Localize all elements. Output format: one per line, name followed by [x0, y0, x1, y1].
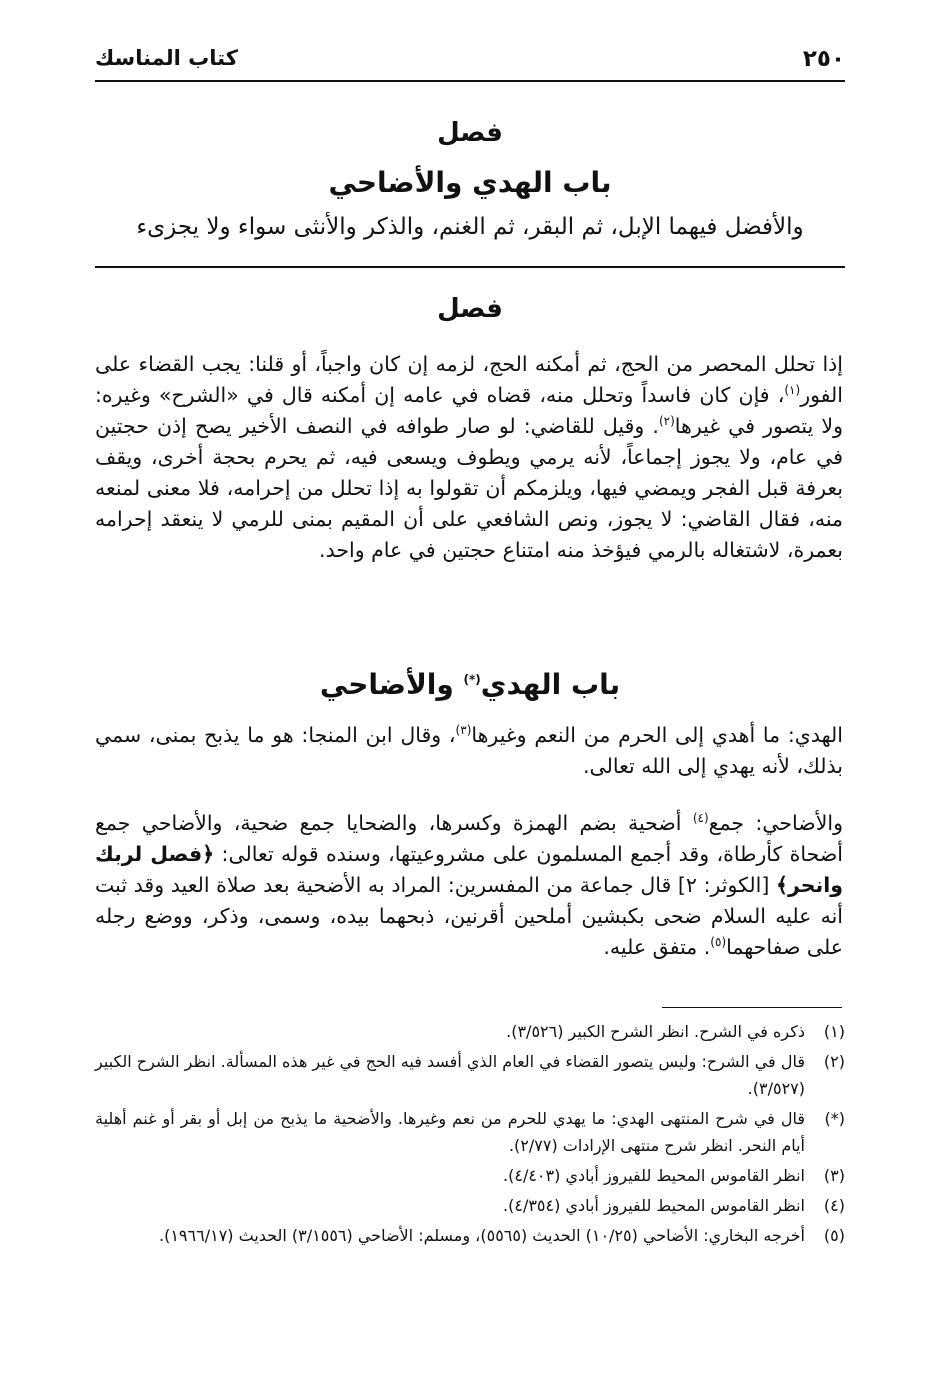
matn-heading-bab: باب الهدي والأضاحي	[328, 166, 612, 199]
footnote-ref-star[interactable]: (*)	[463, 672, 481, 687]
footnote-text: انظر القاموس المحيط للفيروز أبادي (٤/٣٥٤).	[503, 1196, 805, 1215]
footnote-rule	[662, 1007, 842, 1008]
footnote-item	[95, 1162, 845, 1189]
footnote-ref-3[interactable]: (٣)	[455, 723, 472, 738]
paragraph-text: [الكوثر: ٢] قال جماعة من المفسرين: المراد به الأضحية بعد صلاة العيد وقد ثبت أنه عليه السلام ضحى بكبشين أملحين أقرنين، ذبحهما بيده، وسمى، وذكر، ووضع رجله على صفاحهما	[95, 873, 843, 959]
footnote-mark: (٣)	[823, 1166, 845, 1185]
footnote-mark: (*)	[824, 1109, 845, 1128]
footnote-ref-2[interactable]: (٢)	[658, 414, 675, 429]
footnote-text: ذكره في الشرح. انظر الشرح الكبير (٣/٥٢٦).	[506, 1022, 805, 1041]
paragraph-text: أضحية بضم الهمزة وكسرها، والضحايا جمع ضحية، والأضاحي جمع أضحاة كأرطاة، وقد أجمع المسلمون على مشروعيتها، وسنده قوله تعالى:	[95, 811, 843, 866]
footnote-item	[95, 1192, 845, 1219]
footnote-text: انظر القاموس المحيط للفيروز أبادي (٤/٤٠٣).	[503, 1166, 805, 1185]
footnote-ref-4[interactable]: (٤)	[692, 811, 709, 826]
sharh-heading-fasl: فصل	[437, 294, 503, 324]
heading-text: باب الهدي	[480, 668, 621, 701]
header-rule	[95, 80, 845, 82]
paragraph-text: ، وقال ابن المنجا: هو ما يذبح بمنى، سمي بذلك، لأنه يهدي إلى الله تعالى.	[95, 723, 843, 778]
paragraph-text: والأضاحي: جمع	[708, 811, 844, 835]
quran-verse: ﴿فصل لربك وانحر﴾	[95, 842, 843, 897]
matn-text-line: والأفضل فيهما الإبل، ثم البقر، ثم الغنم، والذكر والأنثى سواء ولا يجزىء	[136, 214, 804, 240]
footnote-text: قال في شرح المنتهى الهدي: ما يهدي للحرم من نعم وغيرها. والأضحية ما يذبح من إبل أو بقر أو غنم أهلية أيام النحر. انظر شرح منتهى الإرادات (٢/٧٧).	[95, 1109, 805, 1155]
sharh-paragraph-hady	[95, 720, 843, 782]
page-number: ٢٥٠	[802, 46, 845, 72]
footnote-mark: (١)	[823, 1022, 845, 1041]
matn-sharh-separator	[95, 266, 845, 268]
paragraph-text: . وقيل للقاضي: لو صار طوافه في النصف الأخير يصح إذن حجتين في عام، ولا يجوز إجماعاً، لأنه يرمي ويطوف ويسعى فيه، ثم يحرم بحجة أخرى، ويقف بعرفة قبل الفجر ويمضي فيها، ويلزمكم أن تقولوا به إذا تحلل من إحرامه، فلا معنى لمنعه منه، فقال القاضي: لا يجوز، ونص الشافعي على أن المقيم بمنى للرمي لا ينعقد إحرامه بعمرة، لاشتغاله بالرمي فيؤخذ منه امتناع حجتين في عام واحد.	[95, 414, 843, 562]
footnotes-list	[95, 1018, 845, 1252]
running-title: كتاب المناسك	[95, 46, 238, 70]
footnote-item	[95, 1048, 845, 1102]
paragraph-text: إذا تحلل المحصر من الحج، ثم أمكنه الحج، لزمه إن كان واجباً، أو قلنا: يجب القضاء على الفور	[95, 352, 843, 407]
sharh-paragraph-adahi	[95, 808, 843, 963]
footnote-text: قال في الشرح: وليس يتصور القضاء في العام الذي أفسد فيه الحج في غير هذه المسألة. انظر الشرح الكبير (٣/٥٢٧).	[95, 1052, 805, 1098]
sharh-paragraph-ihsar	[95, 349, 843, 566]
footnote-item	[95, 1018, 845, 1045]
footnote-mark: (٢)	[823, 1052, 845, 1071]
heading-text: والأضاحي	[319, 668, 464, 701]
footnote-ref-5[interactable]: (٥)	[710, 935, 727, 950]
footnote-mark: (٥)	[823, 1226, 845, 1245]
footnote-item	[95, 1222, 845, 1249]
footnote-text: أخرجه البخاري: الأضاحي (١٠/٢٥) الحديث (٥٥٦٥)، ومسلم: الأضاحي (٣/١٥٥٦) الحديث (١٩٦٦/١٧).	[159, 1226, 805, 1245]
footnote-item	[95, 1105, 845, 1159]
paragraph-text: الهدي: ما أهدي إلى الحرم من النعم وغيرها	[471, 723, 843, 747]
bab-heading-hady	[95, 668, 845, 701]
footnote-ref-1[interactable]: (١)	[784, 383, 801, 398]
paragraph-text: ، فإن كان فاسداً وتحلل منه، قضاه في عامه إن أمكنه قال في «الشرح» وغيره: ولا يتصور في غيرها	[95, 383, 844, 438]
paragraph-text: . متفق عليه.	[603, 935, 711, 959]
footnote-mark: (٤)	[823, 1196, 845, 1215]
matn-heading-fasl: فصل	[437, 118, 503, 148]
